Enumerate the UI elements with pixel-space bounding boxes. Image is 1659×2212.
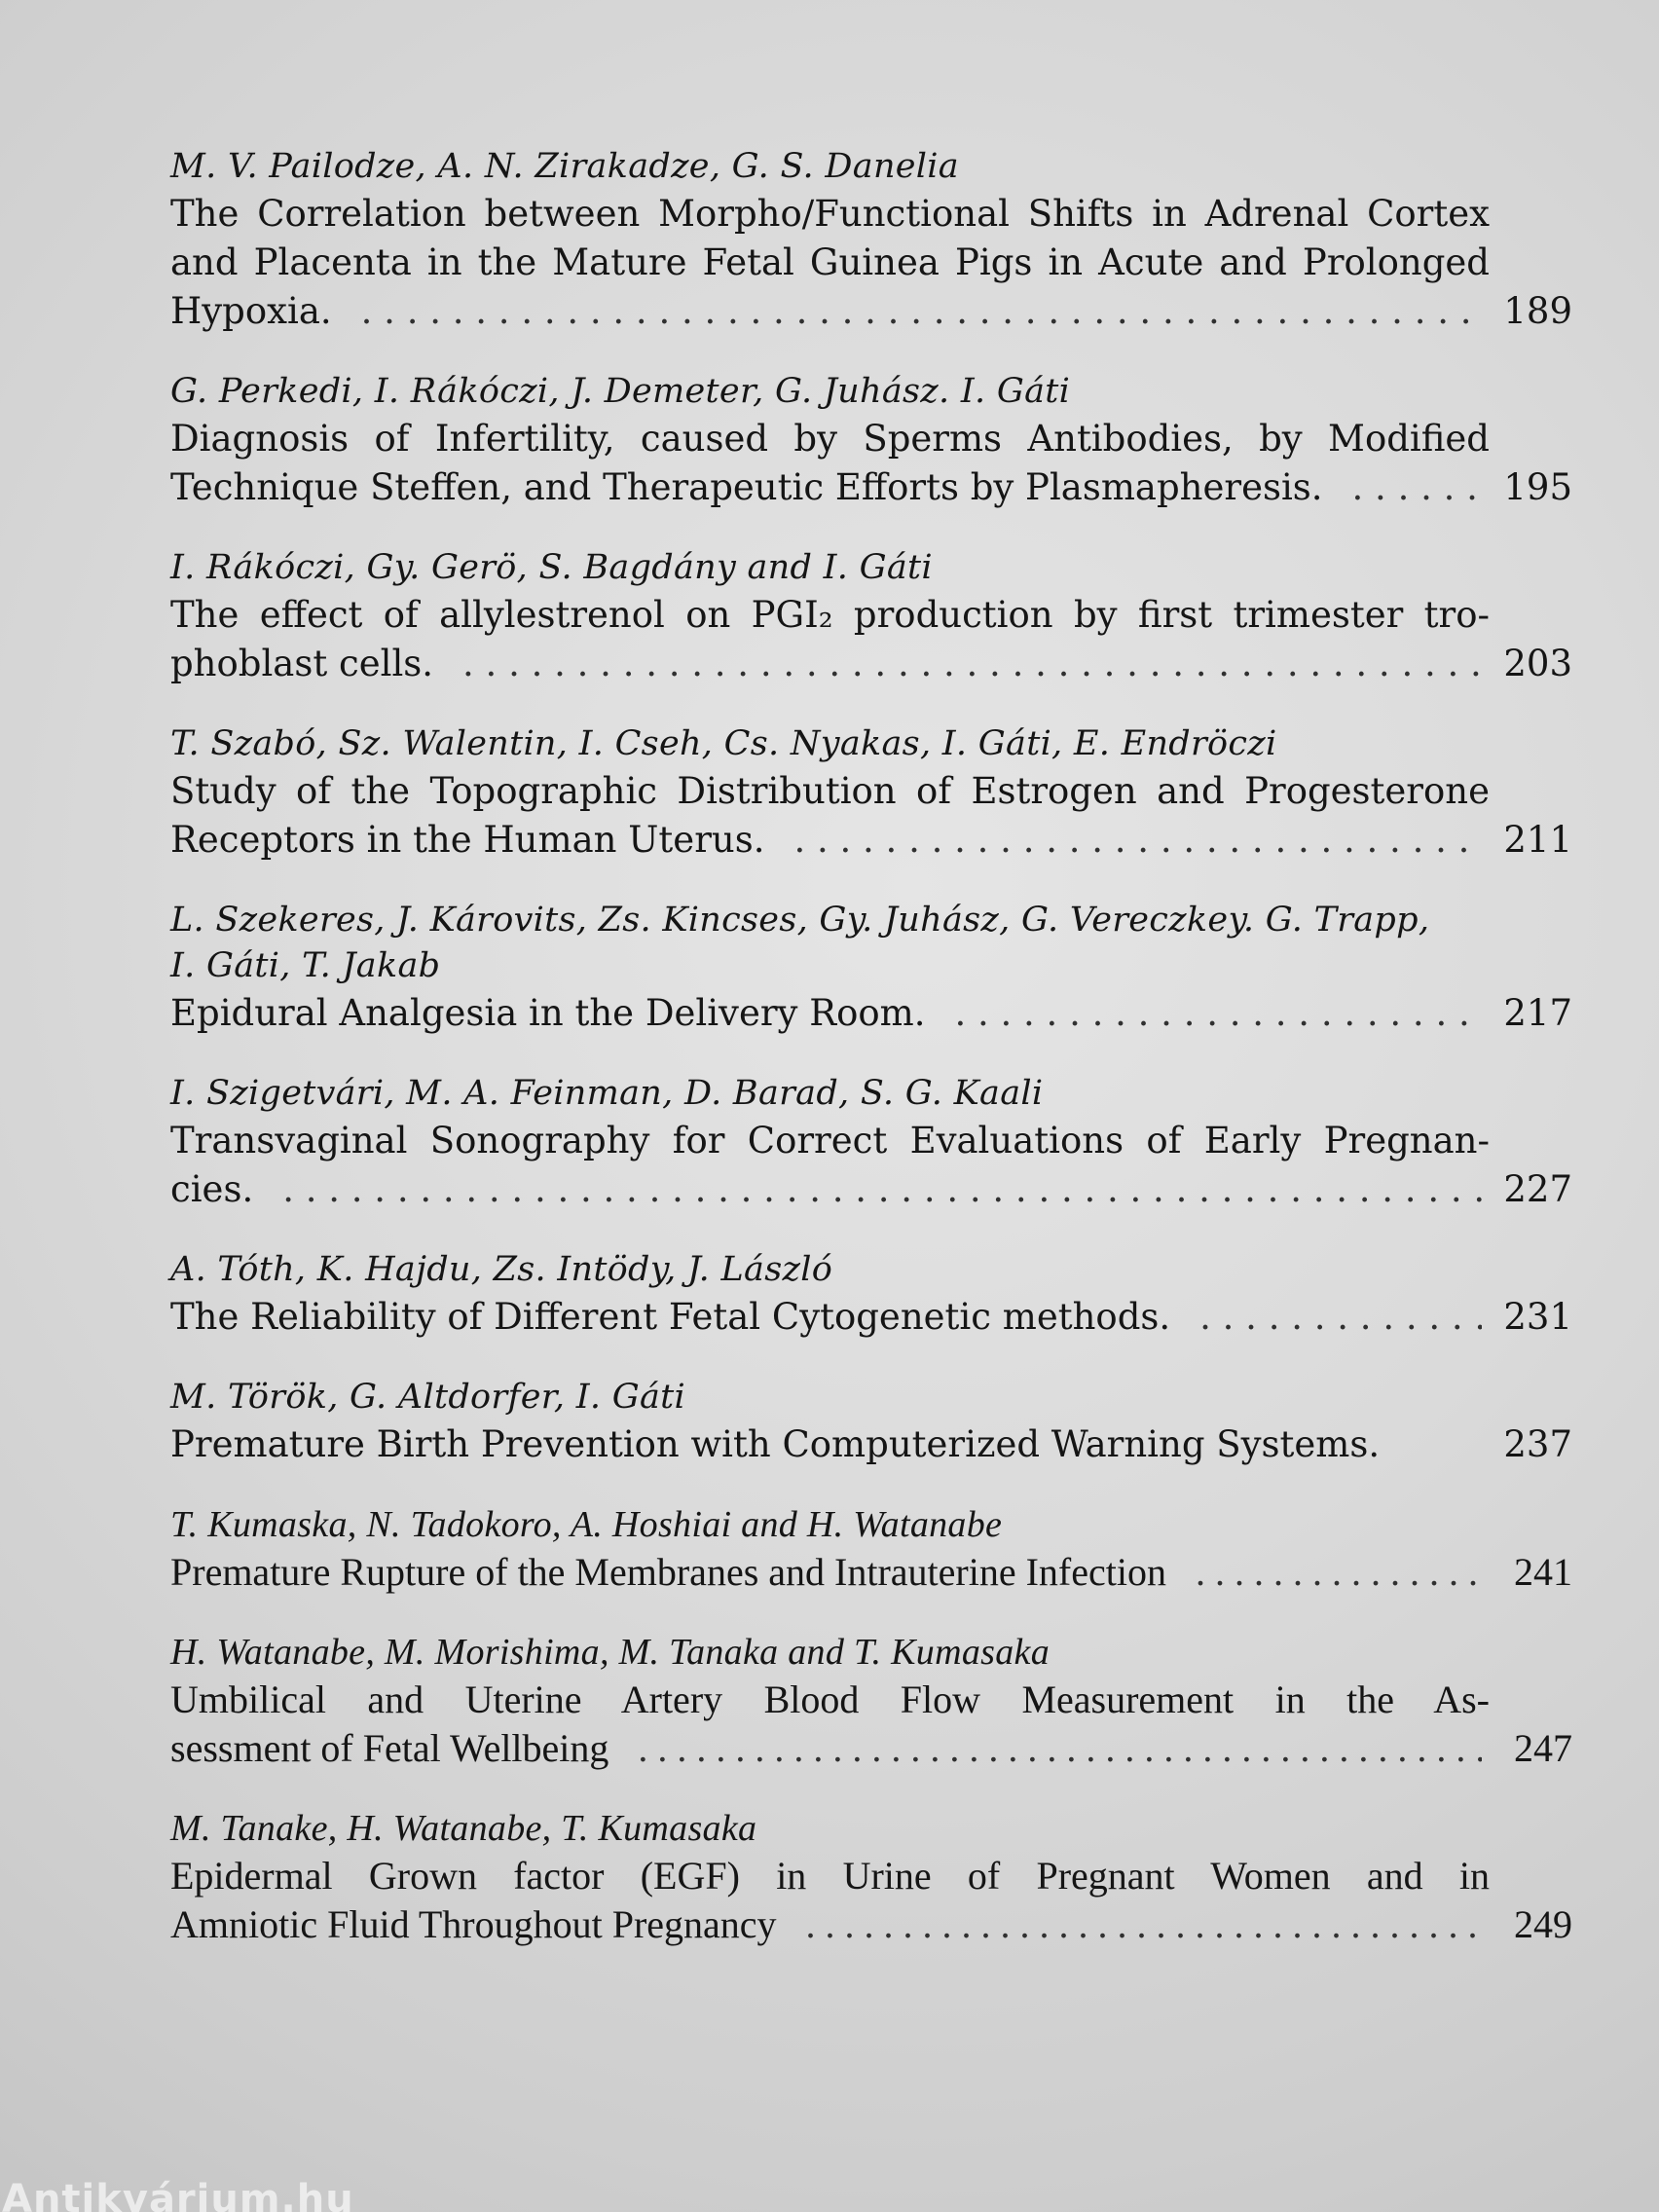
entry-title-last-line — [170, 287, 1572, 336]
entry-title-last-line — [170, 989, 1572, 1038]
entry-title-line: The effect of allylestrenol on PGI₂ production by first trimester tro- — [170, 594, 1490, 636]
toc-entry — [170, 1502, 1572, 1597]
entry-title-last-line — [170, 1548, 1572, 1597]
entry-page-number: 195 — [1503, 466, 1572, 508]
entry-page-number: 231 — [1503, 1296, 1572, 1338]
entry-authors: T. Kumaska, N. Tadokoro, A. Hoshiai and H. Watanabe — [170, 1504, 1003, 1545]
entry-page-number: 203 — [1503, 643, 1572, 684]
toc-entry — [170, 1071, 1572, 1214]
leader-dots — [361, 287, 1482, 336]
entry-authors-continued: I. Gáti, T. Jakab — [170, 946, 441, 985]
toc-entry — [170, 369, 1572, 512]
entry-title-last-line — [170, 1724, 1572, 1773]
entry-title-text: Hypoxia. — [170, 290, 332, 332]
entry-authors: G. Perkedi, I. Rákóczi, J. Demeter, G. Juhász. I. Gáti — [170, 372, 1071, 411]
entry-title-line: Diagnosis of Infertility, caused by Sperms Antibodies, by Modified — [170, 418, 1490, 460]
entry-title-line: and Placenta in the Mature Fetal Guinea Pigs in Acute and Prolonged — [170, 241, 1490, 283]
entry-page-number: 249 — [1514, 1902, 1572, 1946]
entry-title-text: Premature Birth Prevention with Computerized Warning Systems. — [170, 1423, 1381, 1465]
entry-title-text: Amniotic Fluid Throughout Pregnancy — [170, 1902, 777, 1946]
entry-page-number: 217 — [1503, 992, 1572, 1034]
entry-title-line: Transvaginal Sonography for Correct Evaluations of Early Pregnan- — [170, 1120, 1490, 1161]
entry-title-last-line — [170, 1900, 1572, 1949]
entry-authors: M. Tanake, H. Watanabe, T. Kumasaka — [170, 1808, 757, 1849]
entry-title-last-line — [170, 1420, 1572, 1469]
toc-entry — [170, 545, 1572, 688]
toc-entry — [170, 898, 1572, 1038]
entry-title-line: The Correlation between Morpho/Functional Shifts in Adrenal Cortex — [170, 193, 1490, 235]
toc-entry — [170, 1247, 1572, 1342]
entry-authors: A. Tóth, K. Hajdu, Zs. Intödy, J. László — [170, 1250, 833, 1289]
entry-authors: T. Szabó, Sz. Walentin, I. Cseh, Cs. Nyakas, I. Gáti, E. Endröczi — [170, 724, 1277, 763]
entry-title-last-line — [170, 463, 1572, 512]
entry-page-number: 189 — [1503, 290, 1572, 332]
entry-page-number: 247 — [1514, 1726, 1572, 1770]
entry-title-last-line — [170, 640, 1572, 688]
entry-page-number: 237 — [1503, 1423, 1572, 1465]
entry-authors: I. Rákóczi, Gy. Gerö, S. Bagdány and I. Gáti — [170, 548, 933, 587]
entry-authors: I. Szigetvári, M. A. Feinman, D. Barad, S. G. Kaali — [170, 1074, 1044, 1113]
leader-dots — [1199, 1293, 1482, 1342]
leader-dots — [806, 1900, 1482, 1949]
entry-title-text: The Reliability of Different Fetal Cytogenetic methods. — [170, 1296, 1171, 1338]
toc-entry — [170, 1375, 1572, 1469]
entry-authors: M. V. Pailodze, A. N. Zirakadze, G. S. Danelia — [170, 147, 959, 186]
leader-dots — [462, 640, 1482, 688]
entry-page-number: 241 — [1514, 1550, 1572, 1594]
toc-entry — [170, 144, 1572, 336]
entry-title-text: phoblast cells. — [170, 643, 434, 684]
leader-dots — [1196, 1548, 1482, 1597]
entry-title-last-line — [170, 816, 1572, 865]
entry-title-line: Umbilical and Uterine Artery Blood Flow Measurement in the As- — [170, 1677, 1490, 1721]
entry-title-text: Receptors in the Human Uterus. — [170, 819, 765, 861]
leader-dots — [282, 1165, 1482, 1214]
entry-title-text: Technique Steffen, and Therapeutic Efforts by Plasmapheresis. — [170, 466, 1323, 508]
entry-title-line: Epidermal Grown factor (EGF) in Urine of Pregnant Women and in — [170, 1854, 1490, 1898]
watermark-text: Antikvárium.hu — [2, 2177, 354, 2212]
toc-entry — [170, 1630, 1572, 1773]
entry-title-text: Premature Rupture of the Membranes and Intrauterine Infection — [170, 1550, 1166, 1594]
entry-title-text: sessment of Fetal Wellbeing — [170, 1726, 609, 1770]
entry-title-last-line — [170, 1293, 1572, 1342]
entry-title-text: cies. — [170, 1168, 254, 1210]
entry-authors: L. Szekeres, J. Károvits, Zs. Kincses, Gy. Juhász, G. Vereczkey. G. Trapp, — [170, 901, 1430, 940]
entry-page-number: 227 — [1503, 1168, 1572, 1210]
entry-authors: H. Watanabe, M. Morishima, M. Tanaka and T. Kumasaka — [170, 1632, 1050, 1673]
leader-dots — [1352, 463, 1482, 512]
toc-entry — [170, 1806, 1572, 1949]
table-of-contents — [170, 144, 1572, 1982]
leader-dots — [954, 989, 1482, 1038]
leader-dots — [793, 816, 1482, 865]
toc-entry — [170, 721, 1572, 865]
entry-title-last-line — [170, 1165, 1572, 1214]
entry-page-number: 211 — [1503, 819, 1572, 861]
leader-dots — [638, 1724, 1482, 1773]
entry-authors: M. Török, G. Altdorfer, I. Gáti — [170, 1378, 686, 1417]
entry-title-text: Epidural Analgesia in the Delivery Room. — [170, 992, 926, 1034]
entry-title-line: Study of the Topographic Distribution of Estrogen and Progesterone — [170, 770, 1490, 812]
